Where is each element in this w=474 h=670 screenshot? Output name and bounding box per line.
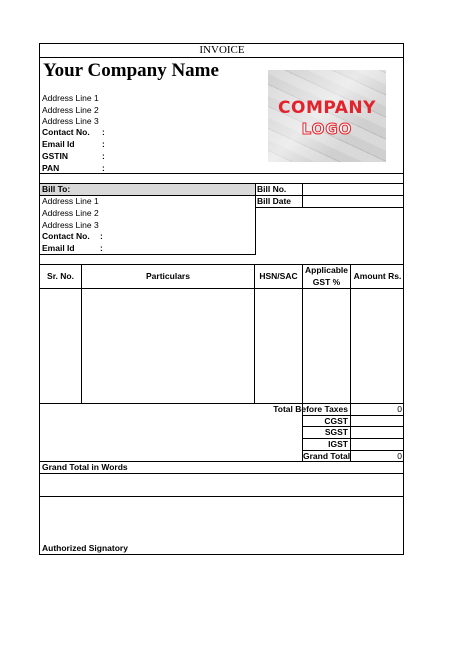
total-before-taxes-label: Total Before Taxes	[273, 404, 348, 414]
divider	[255, 207, 404, 208]
header-gst-line2: GST %	[312, 277, 341, 287]
divider	[255, 183, 256, 255]
bill-to-address-line-3: Address Line 3	[42, 220, 99, 230]
header-particulars: Particulars	[146, 271, 190, 281]
grand-total-value: 0	[397, 451, 402, 461]
divider	[39, 496, 404, 497]
total-before-taxes-value: 0	[397, 404, 402, 414]
company-gstin-sep: :	[102, 151, 105, 161]
grand-total-in-words-label: Grand Total in Words	[42, 462, 128, 472]
company-email-label: Email Id	[42, 139, 75, 149]
bill-to-address-line-2: Address Line 2	[42, 208, 99, 218]
invoice-title: INVOICE	[199, 44, 245, 56]
company-address-line-3: Address Line 3	[42, 116, 99, 126]
divider	[350, 264, 351, 462]
logo-company-text: COMPANY	[278, 98, 376, 118]
divider	[39, 57, 404, 58]
header-hsn-sac: HSN/SAC	[259, 271, 298, 281]
company-name: Your Company Name	[43, 60, 219, 81]
logo-logo-text: LOGO	[301, 120, 353, 138]
divider	[39, 173, 404, 174]
divider	[302, 183, 303, 208]
company-gstin-label: GSTIN	[42, 151, 68, 161]
bill-to-email-sep: :	[100, 243, 103, 253]
bill-no-label: Bill No.	[257, 184, 287, 194]
divider	[254, 264, 255, 404]
company-logo	[268, 70, 386, 162]
bill-date-label: Bill Date	[257, 196, 292, 206]
company-contact-sep: :	[102, 127, 105, 137]
grand-total-label: Grand Total	[303, 451, 351, 461]
sgst-label: SGST	[324, 427, 348, 437]
company-pan-sep: :	[102, 163, 105, 173]
company-address-line-1: Address Line 1	[42, 93, 99, 103]
divider	[39, 254, 255, 255]
bill-to-address-line-1: Address Line 1	[42, 196, 99, 206]
authorized-signatory-label: Authorized Signatory	[42, 543, 128, 553]
bill-to-contact-label: Contact No.	[42, 231, 90, 241]
igst-label: IGST	[328, 439, 348, 449]
header-amount: Amount Rs.	[353, 271, 402, 281]
bill-to-heading: Bill To:	[42, 184, 71, 194]
cgst-label: CGST	[324, 416, 348, 426]
header-sr-no: Sr. No.	[47, 271, 74, 281]
bill-to-contact-sep: :	[100, 231, 103, 241]
company-contact-label: Contact No.	[42, 127, 90, 137]
company-pan-label: PAN	[42, 163, 60, 173]
header-gst-line1: Applicable	[305, 265, 348, 275]
company-email-sep: :	[102, 139, 105, 149]
bill-to-email-label: Email Id	[42, 243, 75, 253]
company-address-line-2: Address Line 2	[42, 105, 99, 115]
bill-to-heading-bg	[40, 184, 255, 195]
divider	[39, 473, 404, 474]
divider	[81, 264, 82, 404]
